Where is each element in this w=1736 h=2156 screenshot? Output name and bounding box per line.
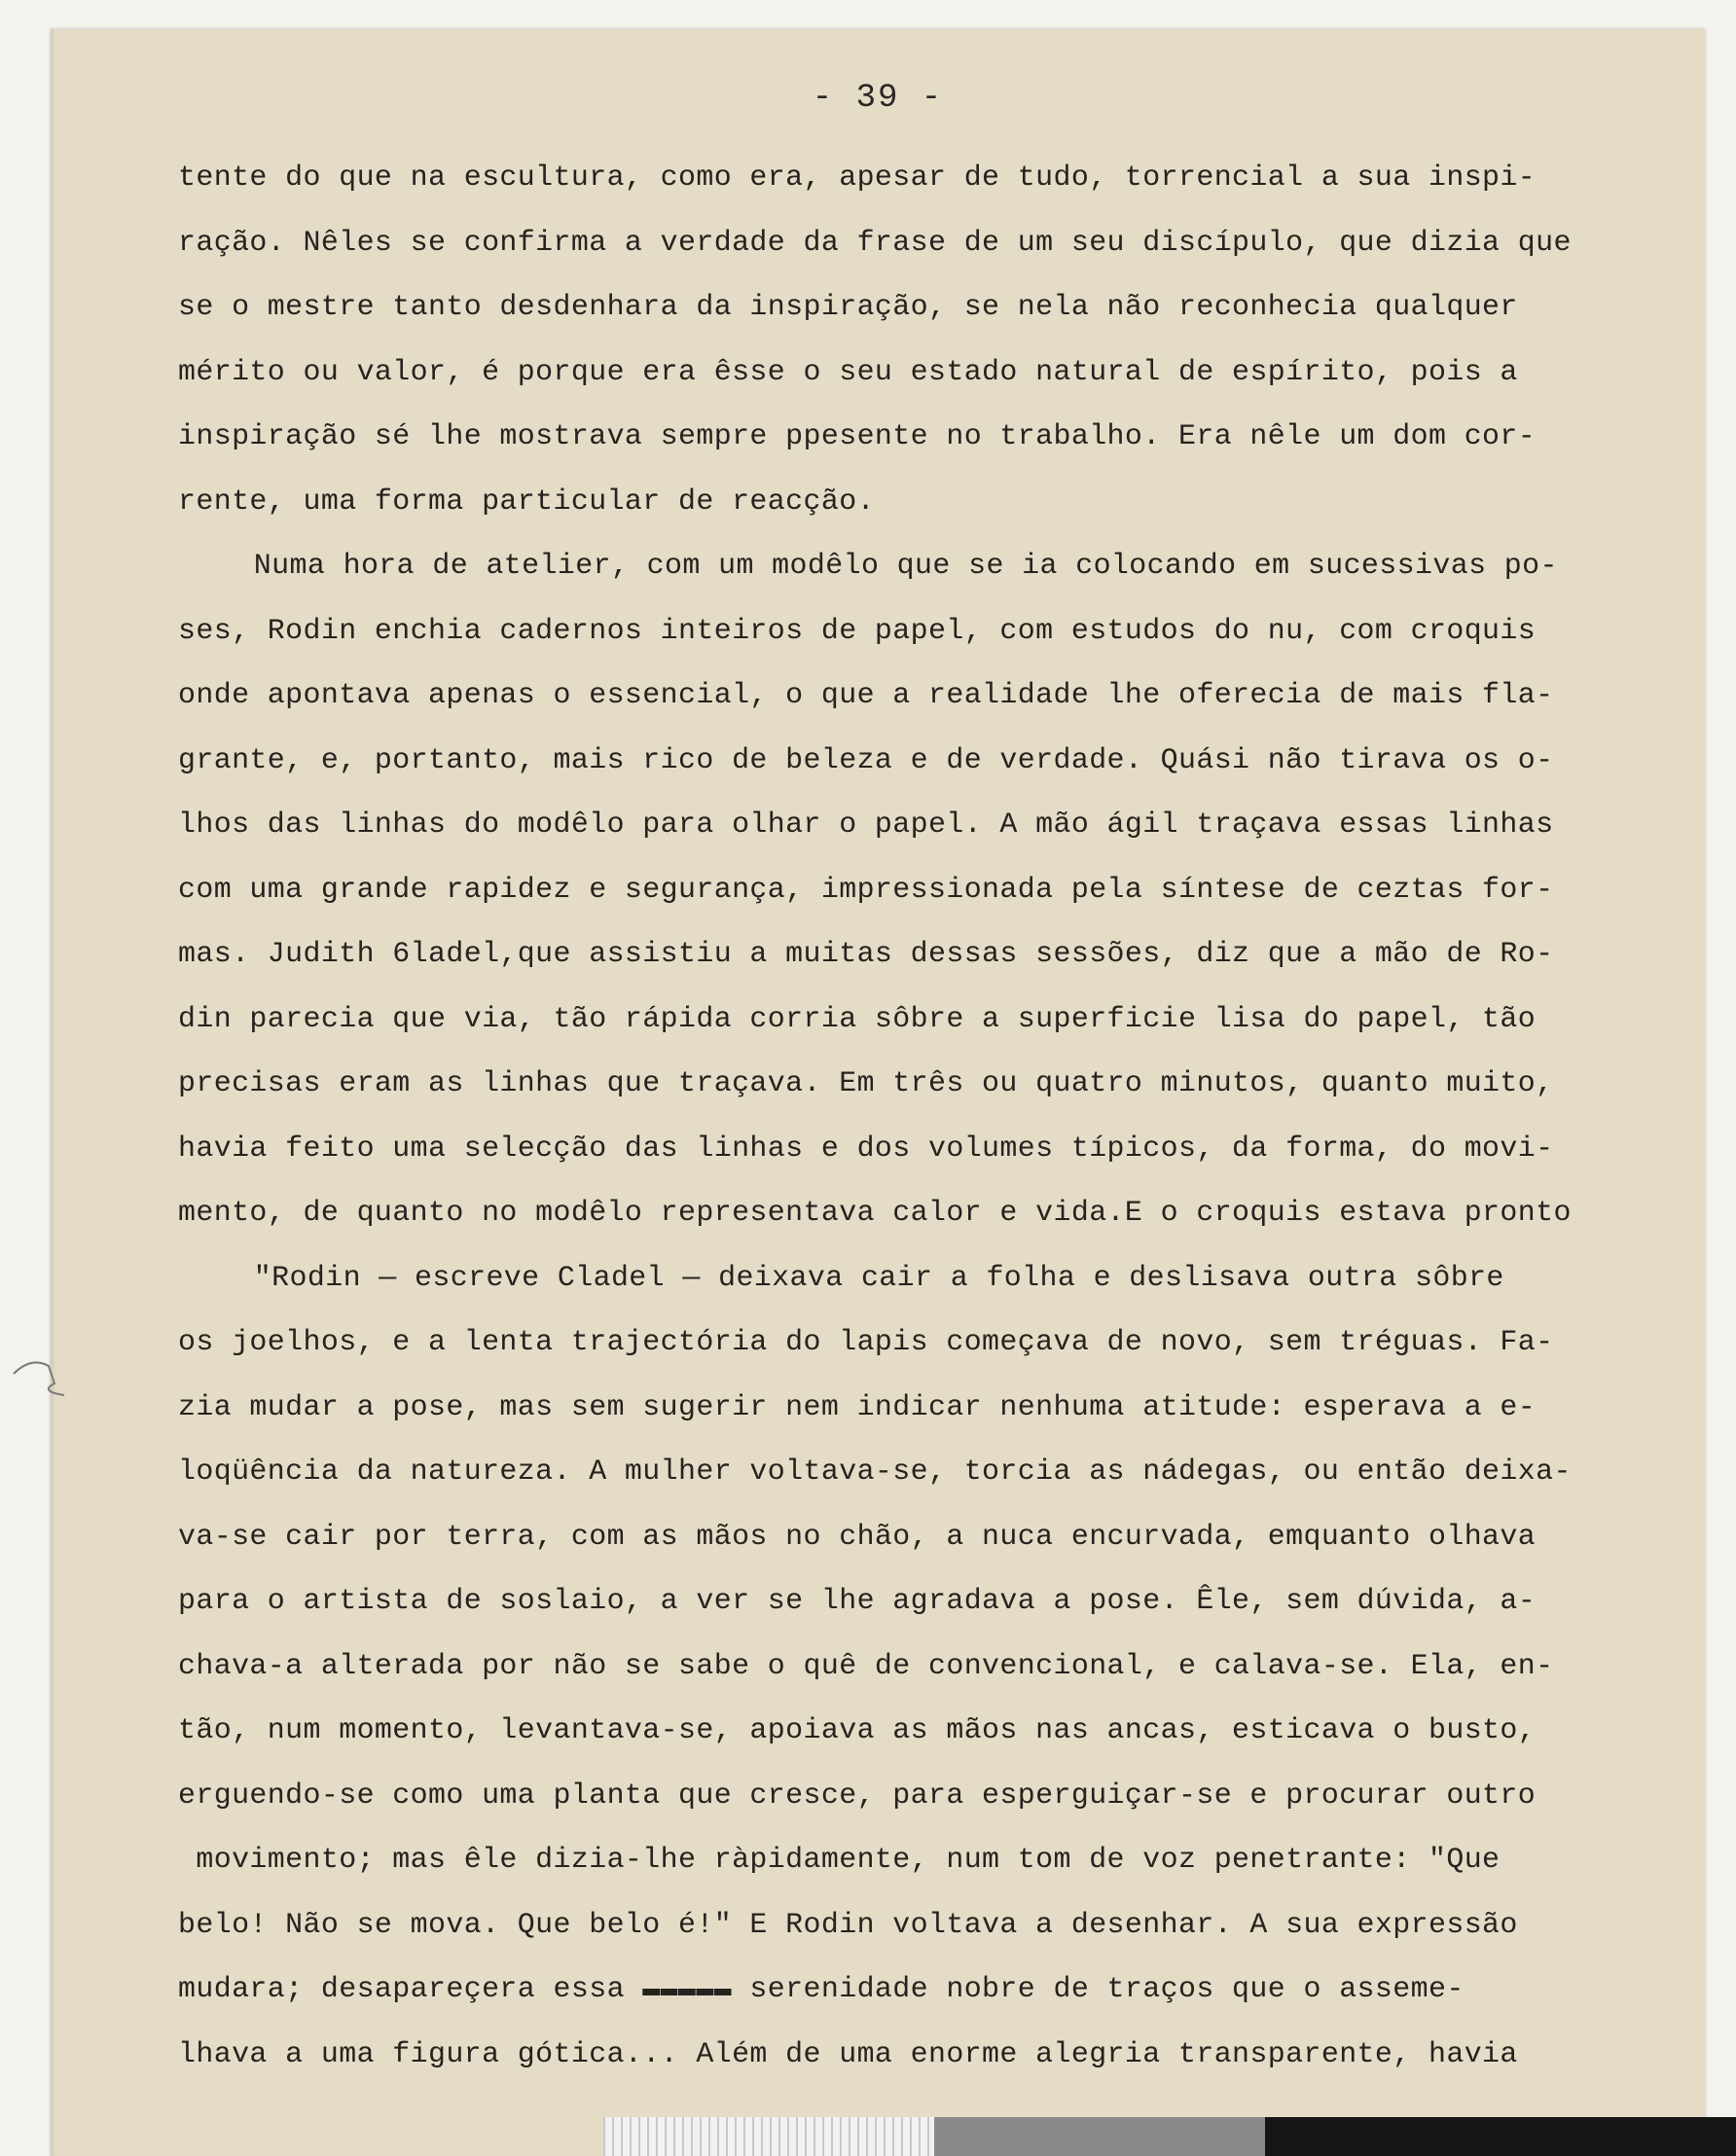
ruler-gray-patch: [934, 2117, 1265, 2156]
text-line-paragraph-start: Numa hora de atelier, com um modêlo que se ia colocando em sucessivas po-: [253, 550, 1558, 583]
text-line: rente, uma forma particular de reacção.: [178, 485, 875, 519]
text-line: erguendo-se como uma planta que cresce, para esperguiçar-se e procurar outro: [178, 1779, 1537, 1813]
ruler-tick-strip: [603, 2117, 934, 2156]
text-line: loqüência da natureza. A mulher voltava-se, torcia as nádegas, ou então deixa-: [178, 1455, 1572, 1489]
text-line: mudara; desapareçera essa ▬▬▬▬▬ serenidade nobre de traços que o asseme-: [178, 1973, 1465, 2006]
text-line: para o artista de soslaio, a ver se lhe agradava a pose. Êle, sem dúvida, a-: [178, 1585, 1537, 1618]
text-line: mento, de quanto no modêlo representava calor e vida.E o croquis estava pronto: [178, 1197, 1572, 1230]
text-line: belo! Não se mova. Que belo é!" E Rodin voltava a desenhar. A sua expressão: [178, 1908, 1518, 1942]
text-line: inspiração sé lhe mostrava sempre ppesente no trabalho. Era nêle um dom cor-: [178, 420, 1537, 453]
text-line: lhos das linhas do modêlo para olhar o papel. A mão ágil traçava essas linhas: [178, 808, 1554, 842]
page-number: - 39 -: [812, 80, 944, 117]
text-line: havia feito uma selecção das linhas e dos volumes típicos, da forma, do movi-: [178, 1132, 1554, 1166]
text-line: tão, num momento, levantava-se, apoiava as mãos nas ancas, esticava o busto,: [178, 1714, 1537, 1747]
paper-edge-shadow: [51, 29, 56, 2156]
text-line: chava-a alterada por não se sabe o quê de convencional, e calava-se. Ela, en-: [178, 1649, 1554, 1683]
text-line: com uma grande rapidez e segurança, impressionada pela síntese de ceztas for-: [178, 873, 1554, 907]
text-line: va-se cair por terra, com as mãos no chão, a nuca encurvada, emquanto olhava: [178, 1520, 1537, 1554]
pencil-margin-mark: [10, 1345, 68, 1413]
page-body-text: [178, 146, 1735, 2087]
text-line: movimento; mas êle dizia-lhe ràpidamente, num tom de voz penetrante: "Que: [178, 1844, 1501, 1877]
text-line: grante, e, portanto, mais rico de beleza e de verdade. Quási não tirava os o-: [178, 743, 1554, 777]
text-line: din parecia que via, tão rápida corria sôbre a superficie lisa do papel, tão: [178, 1002, 1537, 1036]
text-line: mérito ou valor, é porque era êsse o seu estado natural de espírito, pois a: [178, 355, 1518, 389]
text-line: ses, Rodin enchia cadernos inteiros de papel, com estudos do nu, com croquis: [178, 614, 1537, 648]
text-line: ração. Nêles se confirma a verdade da frase de um seu discípulo, que dizia que: [178, 226, 1572, 260]
text-line: os joelhos, e a lenta trajectória do lapis começava de novo, sem tréguas. Fa-: [178, 1326, 1554, 1359]
text-line: tente do que na escultura, como era, apesar de tudo, torrencial a sua inspi-: [178, 162, 1537, 195]
ruler-black-patch: [1265, 2117, 1736, 2156]
text-line: precisas eram as linhas que traçava. Em três ou quatro minutos, quanto muito,: [178, 1067, 1554, 1100]
text-line: lhava a uma figura gótica... Além de uma enorme alegria transparente, havia: [178, 2037, 1518, 2071]
text-line: zia mudar a pose, mas sem sugerir nem indicar nenhuma atitude: esperava a e-: [178, 1390, 1537, 1424]
text-line: se o mestre tanto desdenhara da inspiração, se nela não reconhecia qualquer: [178, 291, 1518, 324]
text-line: onde apontava apenas o essencial, o que a realidade lhe oferecia de mais fla-: [178, 679, 1554, 712]
scan-color-ruler: [603, 2117, 1736, 2156]
text-line: mas. Judith 6ladel,que assistiu a muitas dessas sessões, diz que a mão de Ro-: [178, 938, 1554, 971]
text-line-paragraph-start: "Rodin — escreve Cladel — deixava cair a folha e deslisava outra sôbre: [253, 1261, 1504, 1295]
typewritten-page: [51, 29, 1705, 2156]
